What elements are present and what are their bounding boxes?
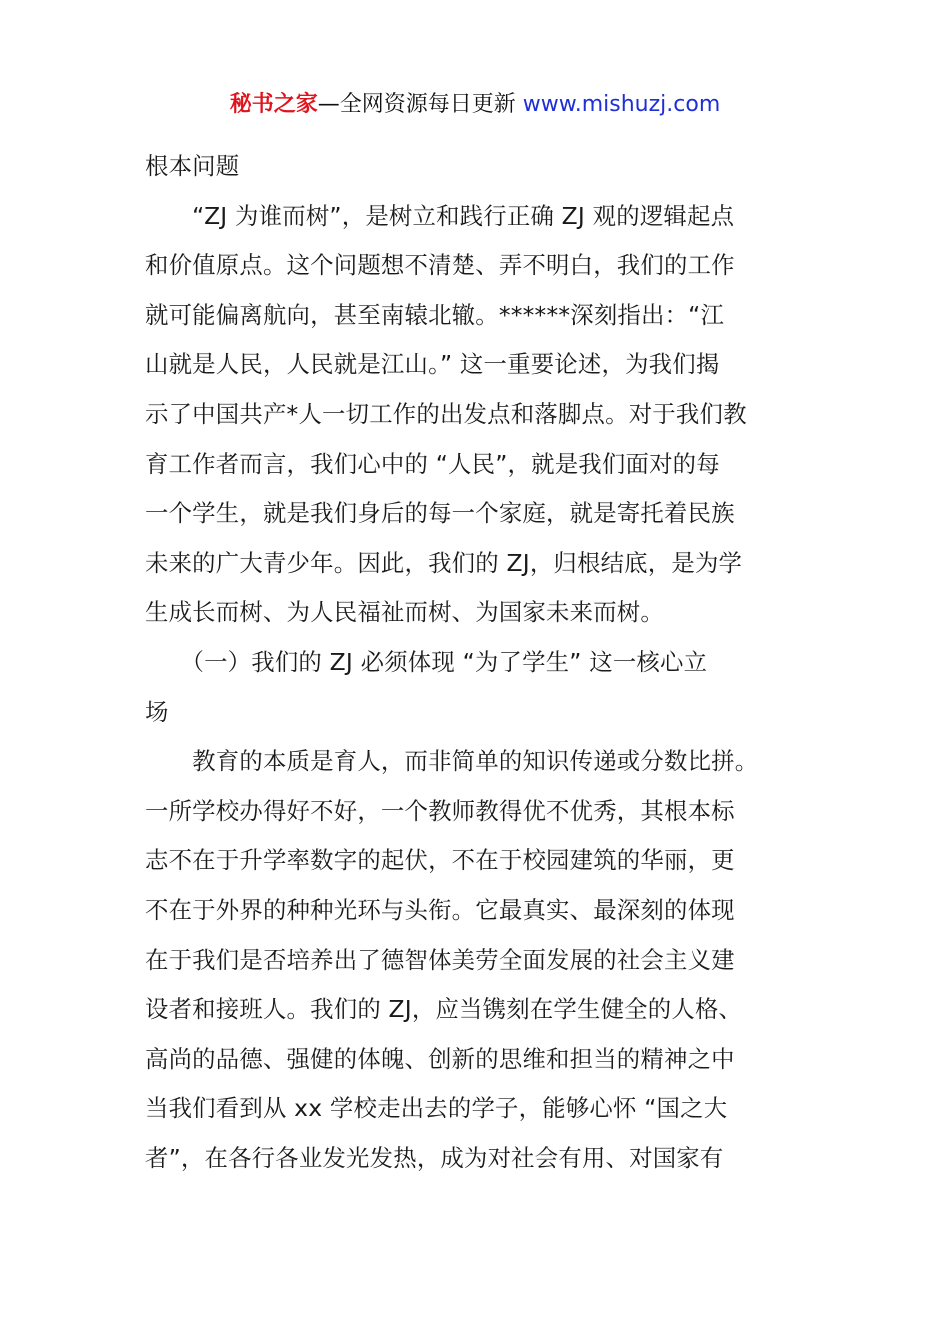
text-line: 教育的本质是育人，而非简单的知识传递或分数比拼。 [145,747,759,776]
text-line: 在于我们是否培养出了德智体美劳全面发展的社会主义建 [145,945,735,974]
text-line: 一个学生，就是我们身后的每一个家庭，就是寄托着民族 [145,499,735,528]
text-line: 志不在于升学率数字的起伏，不在于校园建筑的华丽，更 [145,846,735,875]
site-url[interactable]: www.mishuzj.com [522,92,721,117]
text-line: 山就是人民，人民就是江山。” 这一重要论述，为我们揭 [145,350,720,379]
text-line: 和价值原点。这个问题想不清楚、弄不明白，我们的工作 [145,251,735,280]
text-line: 一所学校办得好不好，一个教师教得优不优秀，其根本标 [145,796,735,825]
brand-name: 秘书之家 [229,92,318,117]
text-line: 未来的广大青少年。因此，我们的 ZJ，归根结底，是为学 [145,548,743,577]
text-line: 高尚的品德、强健的体魄、创新的思维和担当的精神之中 [145,1044,735,1073]
text-line: 生成长而树、为人民福祉而树、为国家未来而树。 [145,598,664,627]
text-line: 不在于外界的种种光环与头衔。它最真实、最深刻的体现 [145,895,735,924]
text-line: 就可能偏离航向，甚至南辕北辙。******深刻指出：“江 [145,300,725,329]
text-line: 育工作者而言，我们心中的 “人民”，就是我们面对的每 [145,449,720,478]
section-heading-line: 场 [145,697,169,726]
page-header [0,88,950,122]
text-line: 当我们看到从 xx 学校走出去的学子，能够心怀 “国之大 [145,1094,728,1123]
section-heading-line: （一）我们的 ZJ 必须体现 “为了学生” 这一核心立 [145,647,708,676]
document-body [145,142,810,1183]
text-line: 示了中国共产*人一切工作的出发点和落脚点。对于我们教 [145,399,747,428]
text-line: 根本问题 [145,152,240,180]
header-tagline: —全网资源每日更新 [317,92,523,117]
text-line: “ZJ 为谁而树”，是树立和践行正确 ZJ 观的逻辑起点 [145,201,735,230]
text-line: 者”，在各行各业发光发热，成为对社会有用、对国家有 [145,1143,724,1172]
text-line: 设者和接班人。我们的 ZJ，应当镌刻在学生健全的人格、 [145,995,743,1024]
